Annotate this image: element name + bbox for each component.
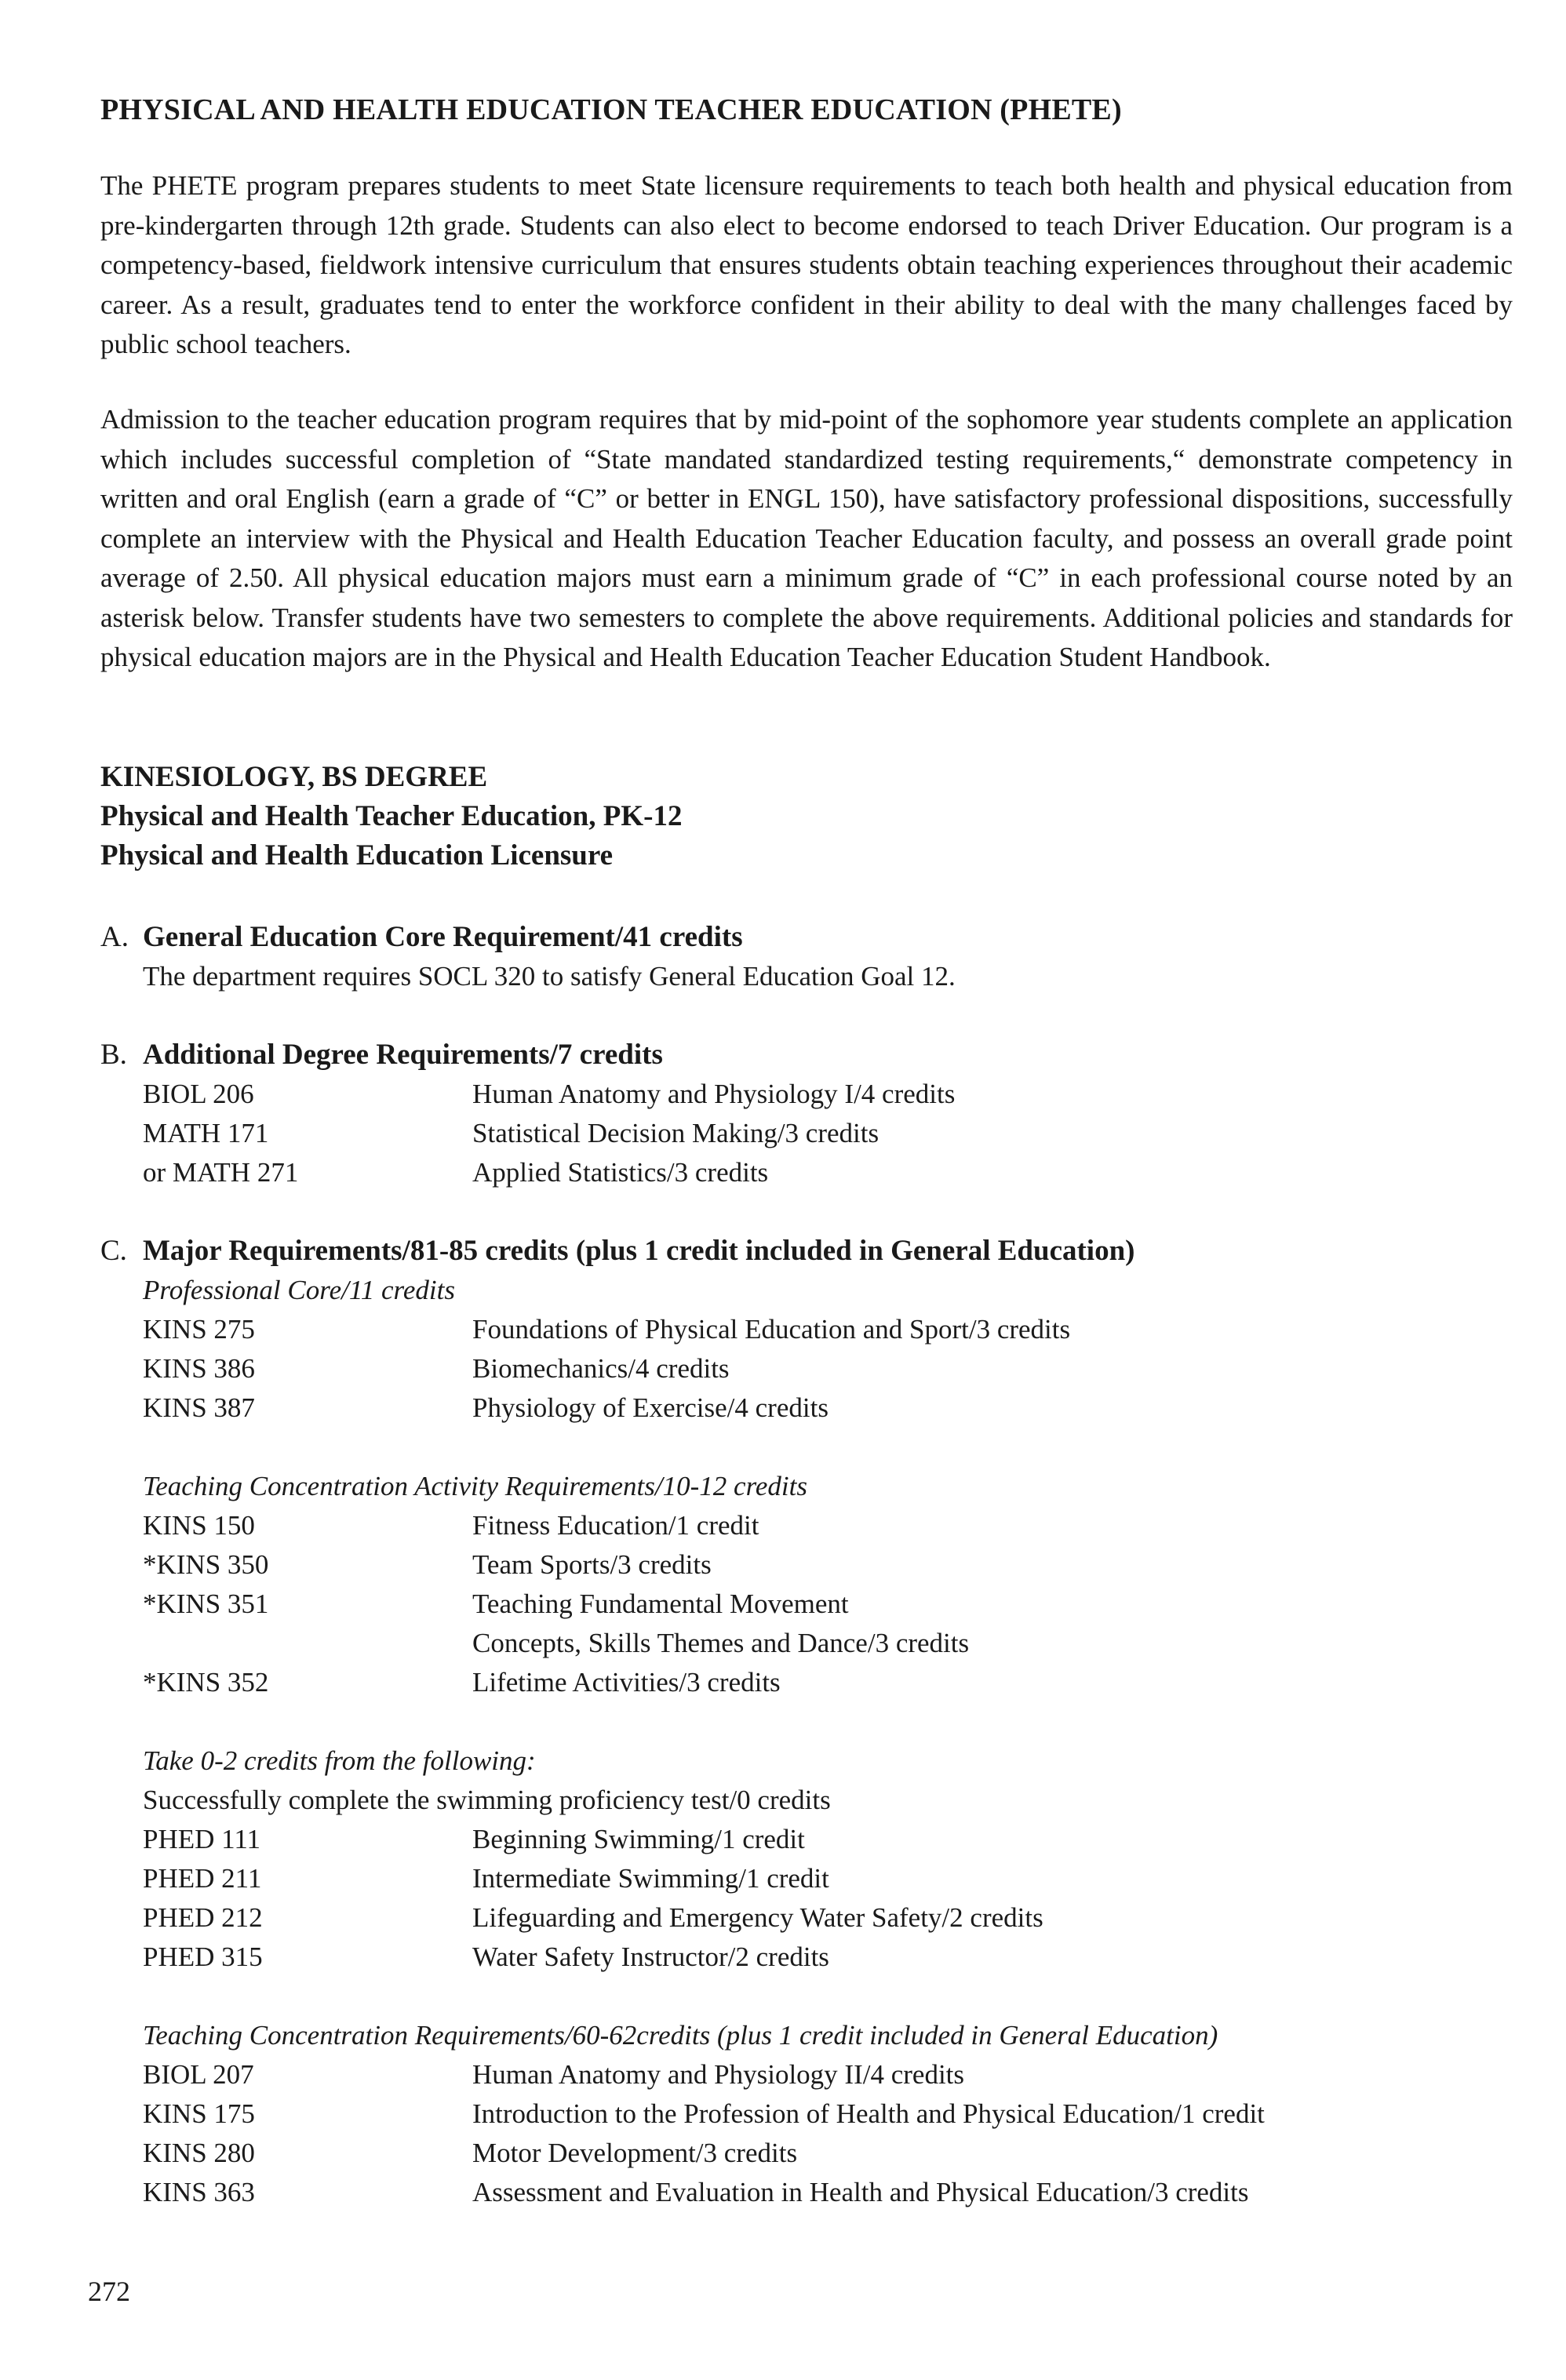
section-c-body [100,1271,1513,2212]
course-desc: Motor Development/3 credits [472,2138,798,2168]
course-code: KINS 363 [143,2177,255,2207]
course-code: BIOL 207 [143,2059,254,2090]
concentration-requirements-title: Teaching Concentration Requirements/60-62credits (plus 1 credit included in General Education) [143,2020,1218,2051]
section-a-note: The department requires SOCL 320 to satisfy General Education Goal 12. [143,961,956,992]
course-code: KINS 175 [143,2098,255,2129]
course-row [143,2173,1513,2212]
section-a-title: General Education Core Requirement/41 credits [143,921,743,953]
section-c-letter: C. [100,1235,127,1267]
course-desc: Introduction to the Profession of Health and Physical Education/1 credit [472,2098,1265,2129]
section-c-title: Major Requirements/81-85 credits (plus 1 credit included in General Education) [143,1235,1135,1267]
degree-program: Physical and Health Teacher Education, PK-12 [100,800,683,832]
course-desc: Fitness Education/1 credit [472,1510,759,1541]
course-row [143,1114,1513,1153]
course-row [143,2094,1513,2134]
degree-heading [100,758,682,875]
section-c [100,1232,1513,2212]
course-desc: Intermediate Swimming/1 credit [472,1863,829,1894]
course-row [143,1310,1513,1349]
course-row [143,1545,1513,1585]
course-row [143,1153,1513,1192]
degree-title: KINESIOLOGY, BS DEGREE [100,761,488,793]
course-row [143,2134,1513,2173]
swimming-options-title: Take 0-2 credits from the following: [143,1745,536,1776]
course-row [143,2055,1513,2094]
course-code: BIOL 206 [143,1079,254,1109]
degree-licensure: Physical and Health Education Licensure [100,839,614,872]
page-number: 272 [88,2276,130,2307]
course-row [143,1388,1513,1428]
course-row [143,1938,1513,1977]
course-desc: Human Anatomy and Physiology I/4 credits [472,1079,956,1109]
course-code: *KINS 352 [143,1667,269,1698]
section-b-title: Additional Degree Requirements/7 credits [143,1039,663,1071]
section-a-heading [100,918,1513,957]
course-code: PHED 315 [143,1941,263,1972]
course-row [143,1663,1513,1702]
course-code: KINS 387 [143,1392,255,1423]
section-b-letter: B. [100,1039,127,1071]
swimming-proficiency-note: Successfully complete the swimming proficiency test/0 credits [143,1785,831,1815]
section-b [100,1035,1513,1192]
professional-core-title: Professional Core/11 credits [143,1275,455,1305]
course-desc: Lifeguarding and Emergency Water Safety/2 credits [472,1902,1043,1933]
course-row [143,1898,1513,1938]
course-desc: Physiology of Exercise/4 credits [472,1392,829,1423]
course-code: or MATH 271 [143,1157,299,1188]
course-code: KINS 280 [143,2138,255,2168]
course-row [143,1506,1513,1545]
course-desc: Biomechanics/4 credits [472,1353,730,1384]
section-a [100,918,1513,996]
course-row [143,1859,1513,1898]
course-desc: Team Sports/3 credits [472,1549,712,1580]
course-desc: Assessment and Evaluation in Health and Physical Education/3 credits [472,2177,1249,2207]
course-desc: Beginning Swimming/1 credit [472,1824,805,1854]
admission-paragraph: Admission to the teacher education program requires that by mid-point of the sophomore year students complete an application which includes successful completion of “State mandated standardized testing requirements,“ demonstrate competency in written and oral English (earn a grade of “C” or better in ENGL 150), have satisfactory professional dispositions, successfully complete an interview with the Physical and Health Education Teacher Education faculty, and possess an overall grade point average of 2.50. All physical education majors must earn a minimum grade of “C” in each professional course noted by an asterisk below. Transfer students have two semesters to complete the above requirements. Additional policies and standards for physical education majors are in the Physical and Health Education Teacher Education Student Handbook. [100,404,1513,672]
course-code: PHED 211 [143,1863,262,1894]
course-desc: Applied Statistics/3 credits [472,1157,769,1188]
course-row [143,1624,1513,1663]
course-row [143,1349,1513,1388]
section-c-heading [100,1232,1513,1271]
section-b-heading [100,1035,1513,1075]
course-row [143,1585,1513,1624]
course-desc: Water Safety Instructor/2 credits [472,1941,829,1972]
course-code: *KINS 351 [143,1588,269,1619]
course-desc: Human Anatomy and Physiology II/4 credits [472,2059,965,2090]
course-code [143,1624,472,1663]
course-code: *KINS 350 [143,1549,269,1580]
course-desc: Concepts, Skills Themes and Dance/3 credits [472,1628,970,1658]
course-desc: Teaching Fundamental Movement [472,1588,849,1619]
course-code: PHED 212 [143,1902,263,1933]
section-b-courses [100,1075,1513,1192]
course-row [143,1820,1513,1859]
course-code: MATH 171 [143,1118,269,1148]
course-desc: Foundations of Physical Education and Sport/3 credits [472,1314,1071,1345]
activity-requirements-title: Teaching Concentration Activity Requirements/10-12 credits [143,1471,807,1501]
intro-paragraph: The PHETE program prepares students to meet State licensure requirements to teach both health and physical education from pre-kindergarten through 12th grade. Students can also elect to become endorsed to teach Driver Education. Our program is a competency-based, fieldwork intensive curriculum that ensures students obtain teaching experiences throughout their academic career. As a result, graduates tend to enter the workforce confident in their ability to deal with the many challenges faced by public school teachers. [100,170,1513,359]
course-code: PHED 111 [143,1824,261,1854]
course-code: KINS 275 [143,1314,255,1345]
course-code: KINS 386 [143,1353,255,1384]
course-code: KINS 150 [143,1510,255,1541]
course-desc: Statistical Decision Making/3 credits [472,1118,880,1148]
course-row [143,1075,1513,1114]
page-heading: PHYSICAL AND HEALTH EDUCATION TEACHER EDUCATION (PHETE) [100,93,1122,126]
course-desc: Lifetime Activities/3 credits [472,1667,781,1698]
section-a-letter: A. [100,921,129,953]
